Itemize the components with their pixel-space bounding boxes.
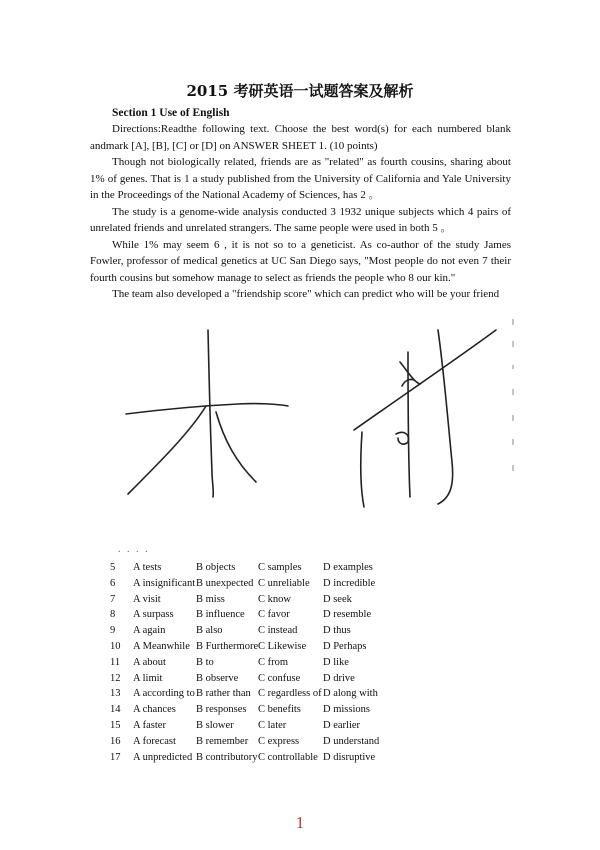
section-heading: Section 1 Use of English [112, 107, 230, 119]
question-number: 6 [110, 577, 116, 589]
question-number: 10 [110, 640, 121, 652]
paragraph-3: While 1% may seem 6 , it is not so to a geneticist. As co-author of the study James Fowler, professor of medical genetics at UC San Diego says, "Most people do not even 7 their fourth cousins but somehow manage to select as friends the people who 8 our kin." [90, 238, 511, 284]
option-d: D Perhaps [323, 640, 367, 652]
option-b: B miss [196, 593, 225, 605]
option-c: C Likewise [258, 640, 307, 652]
option-c: C from [258, 656, 289, 668]
option-b: B contributory [196, 751, 258, 763]
page-number: 1 [295, 813, 305, 832]
option-d: D like [323, 656, 349, 668]
question-number: 11 [110, 656, 121, 668]
document-title: 2015 考研英语一试题答案及解析 [186, 82, 414, 100]
option-d: D earlier [323, 719, 361, 731]
option-c: C regardless of [258, 688, 322, 700]
option-c: C know [258, 593, 291, 605]
option-d: D examples [323, 562, 373, 573]
option-a: A insignificant [133, 577, 196, 589]
option-c: C instead [258, 625, 298, 637]
option-d: D missions [323, 704, 370, 716]
option-c: C later [258, 719, 287, 731]
question-number: 14 [110, 704, 121, 716]
option-b: B unexpected [196, 577, 254, 589]
option-b: B responses [196, 704, 247, 716]
option-a: A surpass [133, 609, 174, 621]
option-a: A visit [133, 593, 161, 605]
paragraph-directions: Directions:Readthe following text. Choose the best word(s) for each numbered blank andmark [A], [B], [C] or [D] on ANSWER SHEET 1. (10 points) [90, 123, 511, 152]
option-b: B observe [196, 672, 239, 684]
option-d: D resemble [323, 609, 372, 621]
option-d: D along with [323, 688, 378, 700]
question-number: 16 [110, 735, 121, 747]
option-d: D drive [323, 672, 355, 684]
option-d: D understand [323, 735, 380, 747]
option-a: A unpredicted [133, 751, 193, 763]
option-b: B objects [196, 562, 236, 573]
option-a: A according to [133, 688, 195, 700]
option-c: C unreliable [258, 577, 310, 589]
option-a: A tests [133, 562, 162, 573]
option-c: C controllable [258, 751, 318, 763]
option-c: C express [258, 735, 300, 747]
option-c: C benefits [258, 704, 301, 716]
option-c: C favor [258, 609, 290, 621]
paragraph-4: The team also developed a "friendship score" which can predict who will be your friend [112, 288, 500, 300]
question-number: 12 [110, 672, 121, 684]
option-a: A faster [133, 719, 166, 731]
edge-marks [510, 315, 518, 495]
option-b: B remember [196, 735, 249, 747]
question-number: 17 [110, 751, 121, 763]
option-b: B influence [196, 609, 245, 621]
handwriting-scribble [108, 322, 516, 522]
option-d: D incredible [323, 577, 376, 589]
option-c: C samples [258, 562, 302, 573]
option-b: B rather than [196, 688, 251, 700]
question-number: 8 [110, 609, 116, 621]
option-a: A chances [133, 704, 176, 716]
option-a: A about [133, 656, 166, 668]
question-number: 7 [110, 593, 116, 605]
option-c: C confuse [258, 672, 301, 684]
option-a: A forecast [133, 735, 176, 747]
cut-off-line: . . . . [118, 544, 150, 555]
option-a: A limit [133, 672, 163, 684]
option-d: D thus [323, 625, 351, 637]
option-a: A again [133, 625, 166, 637]
option-d: D disruptive [323, 751, 376, 763]
paragraph-2: The study is a genome-wide analysis conducted 3 1932 unique subjects which 4 pairs of unrelated friends and unrelated strangers. The same people were used in both 5 。 [90, 205, 511, 234]
option-b: B also [196, 625, 223, 637]
question-number: 9 [110, 625, 116, 637]
question-number: 13 [110, 688, 121, 700]
paragraph-1: Though not biologically related, friends are as "related" as fourth cousins, sharing about 1% of genes. That is 1 a study published from the University of California and Yale University in the Proceedings of the National Academy of Sciences, has 2 。 [90, 156, 511, 201]
passage-text [90, 121, 511, 303]
option-a: A Meanwhile [133, 640, 190, 652]
question-number: 15 [110, 719, 121, 731]
option-d: D seek [323, 593, 352, 605]
question-number: 5 [110, 562, 116, 573]
option-b: B to [196, 656, 214, 668]
option-b: B Furthermore [196, 640, 259, 652]
option-b: B slower [196, 719, 234, 731]
